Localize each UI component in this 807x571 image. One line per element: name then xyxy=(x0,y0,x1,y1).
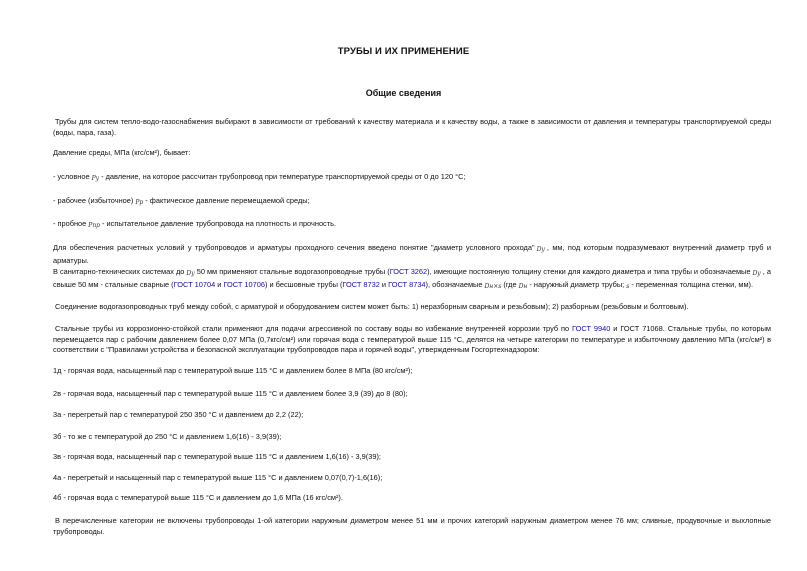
paragraph-nominal-pressure xyxy=(53,172,771,185)
paragraph-test-pressure xyxy=(53,219,771,232)
diameter-pre: Для обеспечения расчетных условий у трубопроводов и арматуры проходного сечения введено понятие "диаметр условного прохода" xyxy=(53,243,535,252)
pipe-symbol-2: Dу xyxy=(752,270,761,277)
stainless-text-2: и ГОСТ 71068. Стальные трубы, по которым перемещается пар с рабочим давлением более 0,07 МПа (0,7кгс/см²) или горячая вода с температурой выше 115 °С, делятся на четыре категории по температуре и избыточному давлению МПа (кгс/см²) в соответствии с "Правилами устройства и безопасной эксплуатации трубопроводов пара и горячей воды", утвержденным Госгортехнадзором: xyxy=(53,324,771,354)
category-item: 1д - горячая вода, насыщенный пар с температурой выше 115 °С и давлением более 8 МПа (80 кгс/см²); xyxy=(53,366,413,375)
pipe-text-9: (где xyxy=(503,279,517,289)
nominal-post: - давление, на которое рассчитан трубопровод при температуре транспортируемой среды от 0 до 120 °С; xyxy=(101,172,466,181)
pipe-text-3: ), имеющие постоянную толщину стенки для каждого диаметра и типа трубы и обозначаемые xyxy=(427,267,751,276)
category-item: 3б - то же с температурой до 250 °С и давлением 1,6(16) - 3,9(39); xyxy=(53,432,282,441)
diameter-post: , мм, под которым подразумевают внутренний диаметр труб и арматуры. xyxy=(53,243,771,265)
paragraph-pressure xyxy=(53,148,771,159)
paragraph-stainless xyxy=(53,324,771,356)
gost-8732-link[interactable]: ГОСТ 8732 xyxy=(342,279,380,289)
category-item: 2в - горячая вода, насыщенный пар с температурой выше 115 °С и давлением более 3,9 (39) до 8 (80); xyxy=(53,389,408,398)
pipe-text-2: 50 мм применяют стальные водогазопроводные трубы ( xyxy=(196,267,390,276)
gost-8734-link[interactable]: ГОСТ 8734 xyxy=(388,279,426,289)
working-post: - фактическое давление перемещаемой среды; xyxy=(145,196,310,205)
pressure-text: Давление среды, МПа (кгс/см²), бывает: xyxy=(53,148,191,157)
diameter-symbol: Dу xyxy=(536,246,545,253)
category-item: 4б - горячая вода с температурой выше 115 °С и давлением до 1,6 МПа (16 кгс/см²). xyxy=(53,493,343,502)
pipe-symbol-3: Dн×s xyxy=(484,282,502,290)
pipe-text-4: , а свыше 50 мм - стальные сварные ( xyxy=(53,267,772,289)
paragraph-working-pressure xyxy=(53,196,771,209)
paragraph-intro xyxy=(53,117,771,138)
gost-9940-link[interactable]: ГОСТ 9940 xyxy=(572,324,611,333)
pipe-symbol-5: s xyxy=(626,282,630,290)
test-post: - испытательное давление трубопровода на плотность и прочность. xyxy=(102,219,337,228)
exclusions-text: В перечисленные категории не включены трубопроводы 1-ой категории наружным диаметром менее 51 мм и прочих категорий наружным диаметром менее 76 мм; сливные, продувочные и выхлопные трубопроводы. xyxy=(53,516,771,536)
intro-text: Трубы для систем тепло-водо-газоснабжения выбирают в зависимости от требований к качеству материала и к качеству воды, а также в зависимости от давления и температуры транспортируемой среды (воды, пара, газа). xyxy=(53,117,771,137)
page-title: ТРУБЫ И ИХ ПРИМЕНЕНИЕ xyxy=(337,46,470,57)
category-item: 3в - горячая вода, насыщенный пар с температурой выше 115 °С и давлением 1,6(16) - 3,9(39); xyxy=(53,452,381,461)
pipe-symbol-1: Dу xyxy=(186,270,195,277)
paragraph-nominal-diameter xyxy=(53,243,771,266)
pipe-text-6: ) и бесшовные трубы ( xyxy=(264,279,343,289)
pipe-text-10: - наружный диаметр трубы; xyxy=(529,279,625,289)
connections-text: Соединение водогазопроводных труб между собой, с арматурой и оборудованием систем может быть: 1) неразборным сварным и резьбовым); 2) разборным (резьбовым и болтовым). xyxy=(55,302,689,311)
working-pressure-symbol: Pр xyxy=(135,199,144,206)
gost-10706-link[interactable]: ГОСТ 10706 xyxy=(223,279,265,289)
section-title: Общие сведения xyxy=(365,88,442,98)
test-pressure-symbol: Pпр xyxy=(88,222,101,229)
paragraph-exclusions xyxy=(53,516,771,537)
paragraph-pipe-types xyxy=(53,267,771,292)
pipe-text-11: - переменная толщина стенки, мм). xyxy=(631,279,754,289)
pipe-text-8: ), обозначаемые xyxy=(425,279,483,289)
category-item: 3а - перегретый пар с температурой 250 350 °С и давлением до 2,2 (22); xyxy=(53,410,304,419)
paragraph-connections xyxy=(53,302,771,313)
pipe-text-5: и xyxy=(215,279,224,289)
stainless-text-1: Стальные трубы из коррозионно-стойкой стали применяют для подачи агрессивной по составу воды во избежание внутренней коррозии труб по xyxy=(55,324,573,333)
pipe-text-1: В санитарно-технических системах до xyxy=(53,267,185,276)
gost-10704-link[interactable]: ГОСТ 10704 xyxy=(173,279,216,289)
pipe-text-7: и xyxy=(379,279,389,289)
test-pre: - пробное xyxy=(53,219,87,228)
category-item: 4а - перегретый и насыщенный пар с температурой выше 115 °С и давлением 0,07(0,7)-1,6(16); xyxy=(53,473,383,482)
pipe-symbol-4: Dн xyxy=(518,282,528,290)
gost-3262-link[interactable]: ГОСТ 3262 xyxy=(389,267,428,276)
nominal-pressure-symbol: Pу xyxy=(91,175,100,182)
nominal-pre: - условное xyxy=(53,172,90,181)
working-pre: - рабочее (избыточное) xyxy=(53,196,134,205)
